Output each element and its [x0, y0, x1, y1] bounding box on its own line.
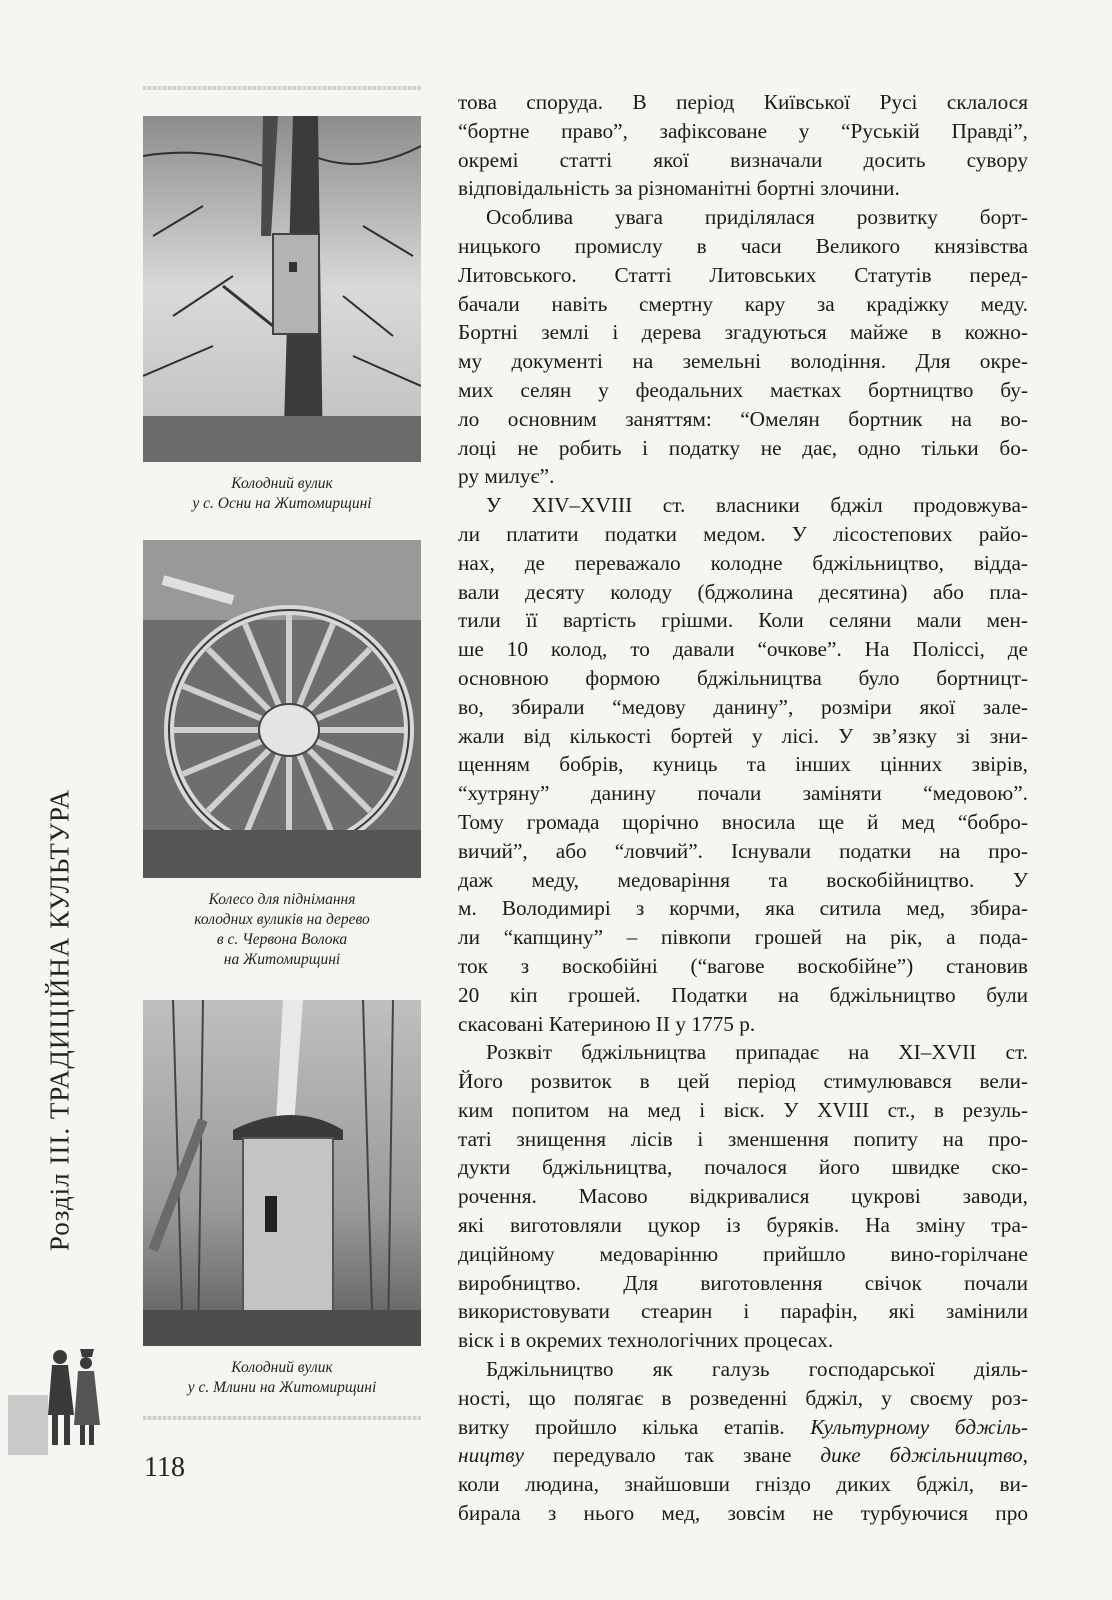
text-line: дукти бджільництва, почалося його швидке ско-: [458, 1155, 1028, 1180]
text-line: виробництво. Для виготовлення свічок почали: [458, 1270, 1028, 1295]
text-line: жали від кількості бортей у лісі. У зв’язку зі зни-: [458, 723, 1028, 748]
text-line: ше 10 колод, то давали “очкове”. На Поліссі, де: [458, 637, 1028, 662]
text-line: окремі статті якої визначали досить сувору: [458, 147, 1028, 172]
section-title-text: Розділ ІІІ. ТРАДИЦІЙНА КУЛЬТУРА: [44, 788, 75, 1252]
bottom-rule: [143, 1416, 421, 1420]
text-line: Особлива увага приділялася розвитку борт-: [486, 205, 1028, 230]
text-line: Розквіт бджільництва припадає на XI–XVII ст.: [486, 1040, 1028, 1065]
text-line: щенням бобрів, куниць та інших цінних звірів,: [458, 752, 1028, 777]
photo-log-hive-mlyny: [143, 1000, 421, 1346]
photo-lifting-wheel: [143, 540, 421, 878]
text-line: вичий”, або “ловчий”. Існували податки на про-: [458, 838, 1028, 863]
text-line: бачали навіть смертну кару за крадіжку меду.: [458, 291, 1028, 316]
text-line: рочення. Масово відкривалися цукрові заводи,: [458, 1184, 1028, 1209]
text-line: м. Володимирі з корчми, яка ситила мед, збира-: [458, 896, 1028, 921]
page-number: 118: [144, 1452, 185, 1483]
text-line: використовувати стеарин і парафін, які замінили: [458, 1299, 1028, 1324]
text-line: диційному медоварінню прийшло вино-горілчане: [458, 1241, 1028, 1266]
caption-line: Колесо для піднімання: [208, 891, 356, 908]
text-line: Бортні землі і дерева згадуються майже в кожно-: [458, 320, 1028, 345]
text-line: віск і в окремих технологічних процесах.: [458, 1328, 834, 1353]
text-line: Його розвиток в цей період стимулювався вели-: [458, 1069, 1028, 1094]
text-line: витку пройшло кілька етапів. Культурному бджіль-: [458, 1414, 1029, 1439]
text-line: відповідальність за різноманітні бортні злочини.: [458, 176, 900, 201]
folk-figures-illustration: [8, 1335, 118, 1455]
text-line: лоці не робить і податку не дає, одно тільки бо-: [458, 435, 1028, 460]
text-line: коли людина, знайшовши гніздо диких бджіл, ви-: [458, 1472, 1028, 1497]
caption-line: Колодний вулик: [231, 475, 333, 492]
text-line: У XIV–XVIII ст. власники бджіл продовжува-: [486, 493, 1028, 518]
text-line: мих селян у феодальних маєтках бортництво бу-: [458, 377, 1028, 402]
text-line: нах, де переважало колодне бджільництво, відда-: [458, 550, 1028, 575]
caption-line: в с. Червона Волока: [216, 931, 348, 948]
text-line: 20 кіп грошей. Податки на бджільництво були: [458, 982, 1028, 1007]
text-line: які виготовляли цукор із буряків. На зміну тра-: [458, 1213, 1028, 1238]
text-line: “хутряну” данину почали заміняти “медовою”.: [458, 781, 1028, 806]
caption-line: на Житомирщині: [223, 951, 341, 968]
body-text: [458, 88, 1028, 1528]
text-line: вали десяту колоду (бджолина десятина) або пла-: [458, 579, 1028, 604]
text-line: ли платити податки медом. У лісостепових райо-: [458, 521, 1028, 546]
text-line: ності, що полягає в розведенні бджіл, у своєму роз-: [458, 1385, 1028, 1410]
top-rule: [143, 86, 421, 90]
caption-line: у с. Млини на Житомирщині: [187, 1379, 377, 1396]
text-line: Бджільництво як галузь господарської діяль-: [486, 1357, 1028, 1382]
text-line: това споруда. В період Київської Русі склалося: [458, 90, 1028, 114]
text-line: таті знищення лісів і зменшення попиту на про-: [458, 1126, 1028, 1151]
caption-line: у с. Осни на Житомирщині: [192, 495, 372, 512]
text-line: скасовані Катериною II у 1775 р.: [458, 1011, 756, 1036]
caption-2: [143, 890, 421, 970]
photo-log-hive-osny: [143, 116, 421, 462]
text-line: ло основним заняттям: “Омелян бортник на во-: [458, 406, 1028, 431]
text-line: ництву передувало так зване дике бджільництво,: [458, 1443, 1028, 1468]
text-line: му документі на земельні володіння. Для окре-: [458, 349, 1028, 374]
text-line: ницького промислу в часи Великого князівства: [458, 233, 1028, 258]
text-line: ток з воскобійні (“вагове воскобійне”) становив: [458, 953, 1028, 978]
text-line: ким попитом на мед і віск. У XVIII ст., в резуль-: [458, 1097, 1028, 1122]
caption-line: Колодний вулик: [231, 1359, 333, 1376]
text-line: ру милує”.: [458, 464, 555, 489]
text-line: “бортне право”, зафіксоване у “Руській Правді”,: [458, 118, 1028, 143]
caption-3: [143, 1358, 421, 1398]
caption-line: колодних вуликів на дерево: [194, 911, 370, 928]
text-line: Тому громада щорічно вносила ще й мед “бобро-: [458, 809, 1028, 834]
text-line: во, збирали “медову данину”, розміри якої зале-: [458, 694, 1028, 719]
text-line: ли “капщину” – півкопи грошей на рік, а пода-: [458, 925, 1028, 950]
text-line: бирала з нього мед, зовсім не турбуючися про: [458, 1501, 1028, 1526]
text-line: Литовського. Статті Литовських Статутів перед-: [458, 262, 1028, 287]
caption-1: [143, 474, 421, 514]
text-line: основною формою бджільництва було бортницт-: [458, 665, 1028, 690]
text-line: даж меду, медоваріння та воскобійництво. У: [458, 867, 1028, 892]
text-line: тили її вартість грішми. Коли селяни мали мен-: [458, 608, 1028, 633]
